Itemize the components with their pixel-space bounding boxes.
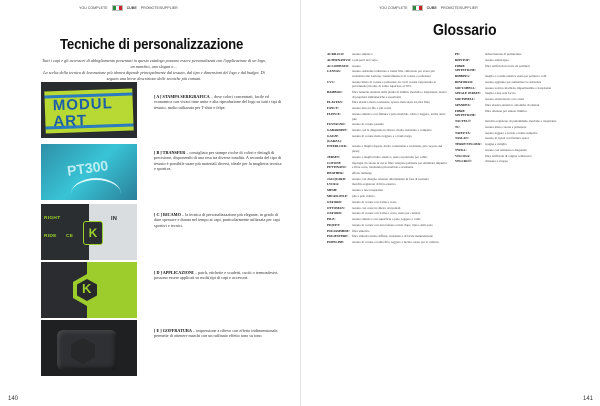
glossary-term: COTONE PETTINATO: bbox=[327, 160, 347, 170]
glossary-term: ALTERNATIVO: bbox=[327, 57, 352, 62]
glossary-entry bbox=[455, 119, 576, 124]
glossary-term: MICRO-PILE: bbox=[327, 194, 348, 198]
glossary-term: BAMBOO: bbox=[327, 90, 343, 95]
glossary-term: RIPSTOP: bbox=[455, 57, 470, 62]
intro-text bbox=[40, 58, 268, 82]
page-number: 140 bbox=[8, 396, 19, 402]
glossary-definition: tessuto leggero e lucido a trama semplice bbox=[485, 130, 538, 135]
photo-text: IN bbox=[111, 216, 118, 222]
photo-text: ART bbox=[53, 112, 88, 131]
glossary-definition: marchio registrato di fibra elastica bbox=[352, 182, 396, 187]
glossary-term: ACCOPPIATO: bbox=[327, 63, 350, 68]
glossary-definition: tessuto in nylon con finitura opaca bbox=[485, 136, 529, 141]
technique-text: – dove colori concentrati, facile ed economica con vivaci tinte unite e alta riproduzione del logo su tutti i tipi di tessuto, molto utilizzata per T-shirt e felpe. bbox=[154, 94, 282, 110]
glossary-term: GAUZE (GARZA): bbox=[327, 133, 342, 143]
glossary-entry bbox=[327, 144, 448, 153]
glossary-entry bbox=[327, 64, 448, 69]
glossary-entry bbox=[327, 122, 448, 127]
glossary-title: Glossario bbox=[433, 22, 497, 39]
glossary-term: CANVAS: bbox=[327, 69, 341, 74]
glossary-term: OTTOMAN: bbox=[327, 205, 345, 210]
glossary-entry bbox=[327, 134, 448, 143]
glossary-entry bbox=[327, 206, 448, 211]
glossary-definition: maglia a costine elastica usata per polsini e colli bbox=[485, 73, 547, 78]
fabric-band bbox=[44, 88, 133, 133]
italian-flag-icon bbox=[412, 5, 423, 11]
glossary-term: TERRY/VELOUR: bbox=[455, 142, 482, 147]
photo-embroidery bbox=[41, 204, 137, 260]
glossary-definition: tessuto tecnico morbido, impermeabile e traspirante bbox=[485, 85, 552, 90]
glossary-definition: fibra elastica molto resistente, spesso mescolata ad altre fibre bbox=[352, 100, 430, 105]
intro-line-2: La scelta della tecnica di lavorazione più idonea dipende principalmente dal tessuto, dal tipo e dimensioni del logo e dal budget. Di seguito una breve descrizione delle tecniche più comuni. bbox=[43, 70, 265, 81]
glossary-entry bbox=[455, 97, 576, 102]
glossary-term: VISCOSA: bbox=[455, 153, 471, 158]
technique-label: [ C ] RICAMO bbox=[154, 212, 181, 217]
glossary-term: FIBRE SINTETICHE: bbox=[455, 108, 476, 118]
glossary-term: FUSTAGNO: bbox=[327, 122, 346, 127]
glossary-entry bbox=[327, 188, 448, 193]
italian-flag-icon bbox=[112, 5, 123, 11]
glossary-definition: tessuto bbox=[352, 63, 361, 68]
print-arc bbox=[71, 178, 121, 200]
glossary-term: RINFORZO: bbox=[455, 79, 474, 84]
glossary-definition: tessuto di cotone con trama a cesto, usato per camicie bbox=[352, 211, 421, 216]
glossary-entry bbox=[327, 223, 448, 228]
glossary-definition: tessuto aggiunto per aumentare la resistenza bbox=[485, 79, 542, 84]
glossary-entry bbox=[327, 155, 448, 160]
glossary-entry bbox=[455, 52, 576, 57]
photo-text: CE bbox=[66, 234, 74, 239]
glossary-entry bbox=[455, 64, 576, 73]
page-number: 141 bbox=[582, 396, 593, 402]
technique-b bbox=[154, 150, 282, 171]
glossary-term: ACRILICO: bbox=[327, 52, 345, 56]
glossary-term: JERSEY: bbox=[327, 154, 340, 159]
glossary-entry bbox=[327, 229, 448, 234]
glossary-entry bbox=[455, 131, 576, 136]
glossary-term: TACTEL®: bbox=[455, 119, 472, 123]
glossary-entry bbox=[327, 90, 448, 99]
glossary-term: MESH: bbox=[327, 188, 338, 193]
glossary-entry bbox=[327, 211, 448, 216]
glossary-definition: fibra sintetica bbox=[352, 228, 370, 233]
glossary-definition: pile a pelo ridotto bbox=[352, 194, 375, 198]
glossary-entry bbox=[455, 80, 576, 85]
glossary-definition: tessuto con coste in rilievo orizzontali bbox=[352, 205, 401, 210]
glossary-term: PIQUET: bbox=[327, 222, 341, 227]
glossary-definition: a più parti del corpo bbox=[352, 57, 378, 62]
glossary-definition: tessuto con la diagonale in rilievo, molto resistente e compatto bbox=[352, 128, 432, 133]
glossary-entry bbox=[455, 136, 576, 141]
glossary-term: TC: bbox=[455, 124, 461, 129]
technique-text: – impressione a rilievo con effetto tridimensionale, permette di ottenere marchi con un raffinato effetto tono su tono. bbox=[154, 328, 279, 339]
glossary-entry bbox=[327, 80, 448, 89]
header-right-text: PROMOTE/SUPPLIER bbox=[440, 6, 478, 10]
glossary-entry bbox=[327, 69, 448, 78]
header-right-text: PROMOTE/SUPPLIER bbox=[140, 6, 178, 10]
glossary-column-1 bbox=[327, 52, 448, 246]
glossary-definition: tessuto in cotone pesante bbox=[352, 122, 384, 127]
glossary-entry bbox=[327, 112, 448, 121]
technique-label: [ D ] APPLICAZIONI bbox=[154, 270, 194, 275]
glossary-entry bbox=[455, 142, 576, 147]
glossary-term: INTERLOCK: bbox=[327, 144, 348, 149]
technique-e bbox=[154, 328, 282, 339]
glossary-entry bbox=[327, 106, 448, 111]
header-left-text: YOU COMPLETE bbox=[379, 6, 408, 10]
glossary-term: ELASTAN: bbox=[327, 100, 343, 105]
glossary-entry bbox=[455, 159, 576, 164]
glossary-entry bbox=[327, 171, 448, 176]
technique-text: – la tecnica di personalizzazione più elegante, in grado di dare spessore e durata nel tempo ai capi, particolarmente utilizzata per capi sportivi e tecnici. bbox=[154, 212, 280, 228]
dark-panel bbox=[41, 204, 89, 260]
k-badge: K bbox=[83, 221, 103, 245]
photo-applications bbox=[41, 262, 137, 318]
glossary-definition: tessuto sintetico con superficie a pelo, leggero e caldo bbox=[352, 217, 421, 222]
glossary-entry bbox=[455, 91, 576, 96]
glossary-definition: tessuto sintetico bbox=[352, 52, 373, 56]
glossary-term: POLIESTERE: bbox=[327, 234, 349, 239]
glossary-definition: chiusura a strappo bbox=[485, 159, 509, 164]
glossary-definition: tessuto con disegno ottenuto direttamente in fase di tessitura bbox=[352, 176, 429, 181]
photo-screen-printing bbox=[41, 82, 137, 138]
glossary-term: VELCRO®: bbox=[455, 159, 473, 164]
glossary-entry bbox=[455, 58, 576, 63]
glossary-term: PU: bbox=[455, 52, 461, 56]
glossary-definition: tessuto antistrappo bbox=[485, 57, 509, 62]
glossary-entry bbox=[327, 177, 448, 182]
glossary-term: LYCRA: bbox=[327, 182, 340, 187]
glossary-entry bbox=[455, 103, 576, 108]
glossary-definition: fibra elastica sintetica, sinonimo di elastan bbox=[485, 102, 540, 107]
photo-transfer bbox=[41, 144, 137, 200]
glossary-entry bbox=[327, 100, 448, 105]
glossary-entry bbox=[455, 154, 576, 159]
glossary-definition: fibra naturale ottenuta dalla pianta di bambù, morbida e traspirante, dotata di proprietà antibatteriche e assorbenti bbox=[352, 90, 447, 99]
glossary-entry bbox=[455, 86, 576, 91]
glossary-entry bbox=[327, 182, 448, 187]
glossary-definition: tessuto in cotone con lavorazione a nido d'ape, tipico delle polo bbox=[352, 222, 433, 227]
technique-text: – consigliato per stampe ricche di colori e dettagli di precisione, disponendo di una resa tra diverse tonalità. A seconda del tipo di tessuto è possibile usare più materiali diversi, ideale per la maglieria tecnica e sportiva. bbox=[154, 150, 282, 171]
glossary-definition: tessuto a maglia doppia, molto consistente e resistente, più corposo del jersey bbox=[352, 144, 443, 153]
header-brand: CUBE bbox=[126, 6, 137, 10]
page-title: Tecniche di personalizzazione bbox=[60, 36, 244, 53]
glossary-term: TWILL: bbox=[455, 147, 467, 152]
photo-text: RIGHT bbox=[44, 216, 61, 221]
glossary-definition: effetto mélange bbox=[352, 170, 372, 175]
glossary-column-2 bbox=[455, 52, 576, 165]
glossary-entry bbox=[327, 200, 448, 205]
photo-embossing bbox=[41, 320, 137, 376]
glossary-definition: fibre artificiali ricavate da polimeri bbox=[485, 63, 530, 68]
glossary-term: SPANDEX: bbox=[455, 102, 471, 107]
glossary-definition: tessuto di cotone molto leggero e a trama larga bbox=[352, 133, 412, 138]
glossary-term: TASLAN: bbox=[455, 136, 469, 141]
header-left-text: YOU COMPLETE bbox=[79, 6, 108, 10]
glossary-term: TAFFETÀ: bbox=[455, 130, 471, 135]
photo-text: RIDE bbox=[44, 234, 57, 239]
glossary-entry bbox=[455, 125, 576, 130]
header-brand: CUBE bbox=[426, 6, 437, 10]
intro-line-1: Tutti i capi e gli accessori di abbigliamento presentati in questo catalogo possono essere personalizzati con l'applicazione di un logo, un marchio, uno slogan o ... bbox=[42, 58, 266, 69]
glossary-entry bbox=[327, 217, 448, 222]
glossary-term: GABARDINE: bbox=[327, 128, 348, 133]
glossary-term: POPELINE: bbox=[327, 240, 345, 245]
page-header bbox=[79, 5, 178, 11]
glossary-entry bbox=[327, 52, 448, 57]
glossary-definition: tessuto a maglia molto elastico, usato soprattutto per t-shirt bbox=[352, 154, 428, 159]
technique-c bbox=[154, 212, 282, 228]
right-page bbox=[300, 0, 600, 406]
glossary-definition: marchio registrato di poliammide, morbido e traspirante bbox=[485, 119, 557, 123]
photo-text: K bbox=[82, 281, 92, 296]
glossary-entry bbox=[327, 58, 448, 63]
technique-text: – patch, etichette e scudetti, cuciti o termoadesivi, possono essere applicati su molti tipi di capi e accessori. bbox=[154, 270, 279, 281]
glossary-entry bbox=[455, 109, 576, 118]
glossary-definition: spugna e ciniglia bbox=[485, 142, 507, 147]
glossary-term: FIBRE SINTETICHE: bbox=[455, 63, 476, 73]
technique-a bbox=[154, 94, 282, 110]
glossary-definition: tessuto elasticizzato a tre strati bbox=[485, 97, 524, 102]
glossary-definition: tessuto a rete traspirante bbox=[352, 188, 383, 193]
technique-d bbox=[154, 270, 282, 281]
glossary-term: JACQUARD: bbox=[327, 176, 346, 181]
glossary-entry bbox=[327, 240, 448, 245]
glossary-term: PILE: bbox=[327, 217, 336, 222]
glossary-term: POLIAMMIDE: bbox=[327, 228, 350, 233]
glossary-entry bbox=[455, 148, 576, 153]
glossary-term: HEATHER: bbox=[327, 170, 344, 175]
glossary-term: OXFORD: bbox=[327, 211, 342, 216]
technique-label: [ A ] STAMPA SERIGRAFICA bbox=[154, 94, 210, 99]
glossary-term: SINGLE JERSEY: bbox=[455, 91, 481, 96]
glossary-definition: fibre ottenute per sintesi chimica bbox=[485, 108, 527, 113]
glossary-definition: tessuto di cotone con trama a cesto bbox=[352, 199, 397, 204]
glossary-entry bbox=[327, 194, 448, 199]
glossary-term: CVC: bbox=[327, 79, 335, 84]
page-header bbox=[379, 5, 478, 11]
glossary-term: RIBBING: bbox=[455, 73, 470, 78]
glossary-entry bbox=[455, 74, 576, 79]
glossary-term: SOFTSHELL: bbox=[455, 97, 476, 102]
glossary-definition: tipologia di cotone in cui le fibre vengono pettinate per eliminare impurità e fibre corte, risultando più morbido e resistente bbox=[352, 160, 447, 170]
glossary-definition: tessuto tinto in filo a più colori bbox=[352, 106, 392, 111]
glossary-term: FLEECE: bbox=[327, 112, 341, 117]
glossary-definition: tessuto sintetico con finitura a pelo morbido, caldo e leggero, anche detto pile bbox=[352, 112, 446, 121]
glossary-definition: tessuto con armatura a diagonale bbox=[485, 147, 527, 152]
technique-label: [ E ] GOFFRATURA bbox=[154, 328, 192, 333]
glossary-definition: tessuto resistente realizzato a trama fitta, rinforzato per avere più resistenza alla trazione. Generalmente è di cotone o poliestere bbox=[352, 69, 435, 78]
glossary-definition: tessuto misto di cotone e poliestere, in cui il cotone rappresenta la percentuale più alta, di solito superiore al 50% bbox=[352, 79, 436, 89]
glossary-term: FANCY: bbox=[327, 106, 339, 111]
technique-label: [ B ] TRANSFER bbox=[154, 150, 186, 155]
glossary-definition: tessuto misto cotone e poliestere bbox=[485, 124, 527, 129]
photo-text: PT300 bbox=[66, 157, 110, 179]
photo-text: MODUL bbox=[52, 95, 114, 115]
glossary-definition: fibra sintetica molto diffusa, resistente e di facile manutenzione bbox=[352, 234, 433, 239]
glossary-definition: tessuto di cotone a trama fitta, leggero e lucido, usato per le camicie bbox=[352, 240, 439, 245]
glossary-entry bbox=[327, 161, 448, 170]
glossary-definition: maglia a una sola faccia bbox=[485, 91, 516, 96]
glossary-term: OXFORD: bbox=[327, 199, 342, 204]
glossary-entry bbox=[327, 234, 448, 239]
glossary-definition: fibra artificiale di origine cellulosica bbox=[485, 153, 532, 158]
glossary-term: SOFT-SHELL: bbox=[455, 85, 476, 90]
glossary-definition: abbreviazione di poliuretano bbox=[485, 52, 522, 56]
glossary-entry bbox=[327, 128, 448, 133]
